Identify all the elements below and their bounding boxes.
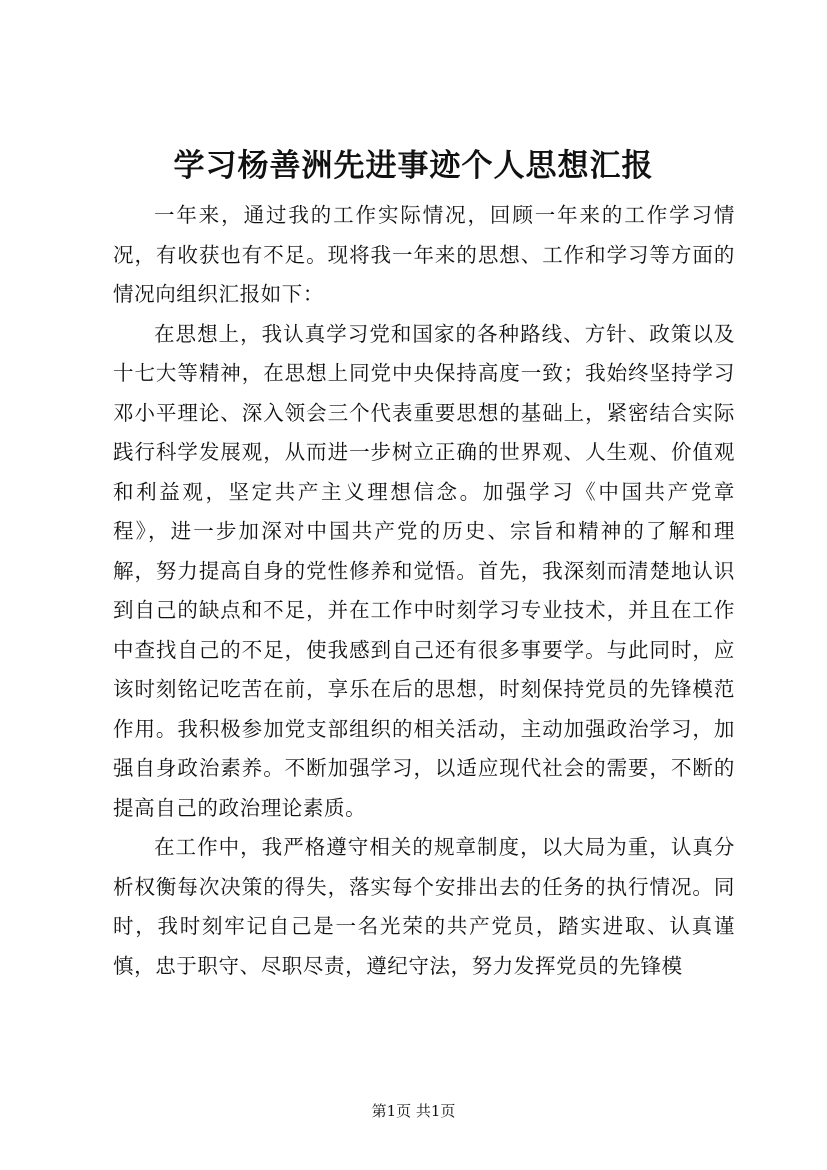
- page-footer: 第1页 共1页: [371, 1102, 456, 1120]
- document-body: [113, 196, 735, 986]
- document-title: 学习杨善洲先进事迹个人思想汇报: [173, 148, 654, 184]
- paragraph-intro: 一年来，通过我的工作实际情况，回顾一年来的工作学习情况，有收获也有不足。现将我一年来的思想、工作和学习等方面的情况向组织汇报如下：: [113, 203, 735, 306]
- paragraph-work: 在工作中，我严格遵守相关的规章制度，以大局为重，认真分析权衡每次决策的得失，落实每个安排出去的任务的执行情况。同时，我时刻牢记自己是一名光荣的共产党员，踏实进取、认真谨慎，忠于职守、尽职尽责，遵纪守法，努力发挥党员的先锋模: [113, 835, 735, 978]
- paragraph-thought: 在思想上，我认真学习党和国家的各种路线、方针、政策以及十七大等精神，在思想上同党中央保持高度一致；我始终坚持学习邓小平理论、深入领会三个代表重要思想的基础上，紧密结合实际践行科学发展观，从而进一步树立正确的世界观、人生观、价值观和利益观，坚定共产主义理想信念。加强学习《中国共产党章程》，进一步加深对中国共产党的历史、宗旨和精神的了解和理解，努力提高自身的党性修养和觉悟。首先，我深刻而清楚地认识到自己的缺点和不足，并在工作中时刻学习专业技术，并且在工作中查找自己的不足，使我感到自己还有很多事要学。与此同时，应该时刻铭记吃苦在前，享乐在后的思想，时刻保持党员的先锋模范作用。我积极参加党支部组织的相关活动，主动加强政治学习，加强自身政治素养。不断加强学习，以适应现代社会的需要，不断的提高自己的政治理论素质。: [113, 321, 735, 820]
